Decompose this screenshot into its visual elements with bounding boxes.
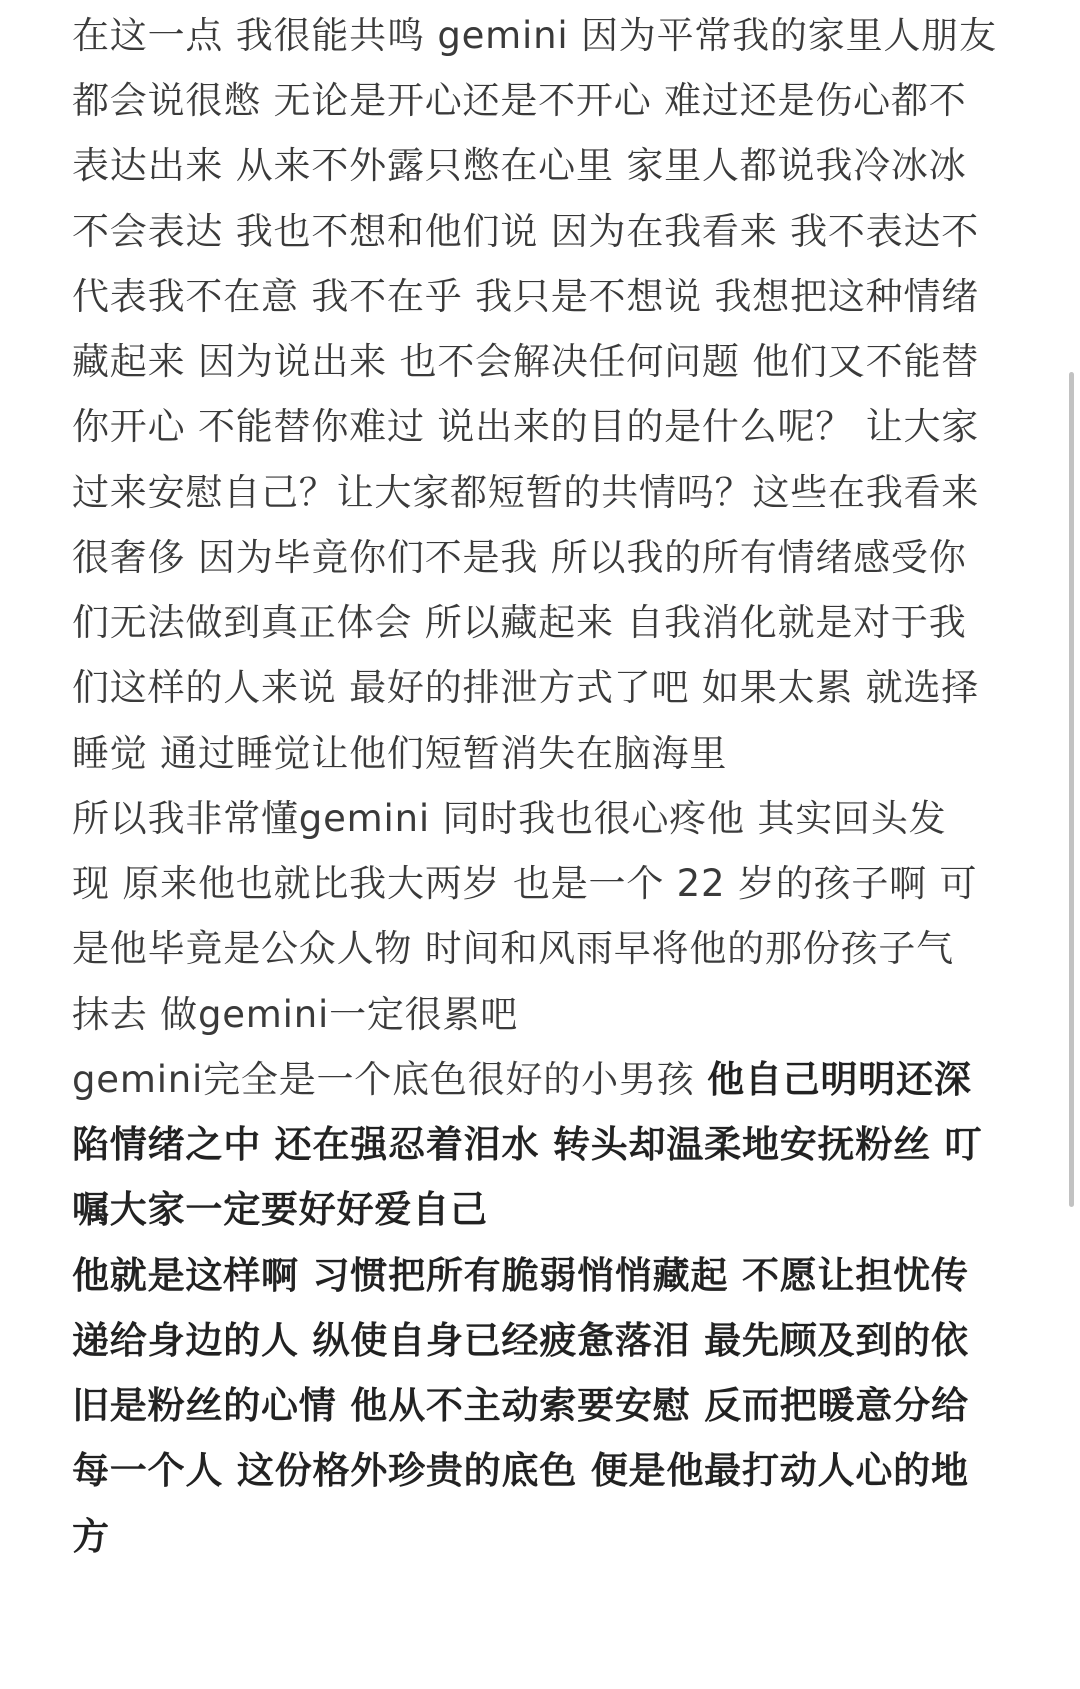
text-bold: 他自己明明还深 (707, 1058, 972, 1101)
text-line: 都会说很憋 无论是开心还是不开心 难过还是伤心都不 (72, 79, 967, 122)
text-line: 睡觉 通过睡觉让他们短暂消失在脑海里 (72, 732, 728, 775)
text-line: 表达出来 从来不外露只憋在心里 家里人都说我冷冰冰 (72, 144, 967, 187)
text-line: 们无法做到真正体会 所以藏起来 自我消化就是对于我 (72, 601, 967, 644)
text-line (72, 1044, 972, 1115)
text-line: 你开心 不能替你难过 说出来的目的是什么呢？ 让大家 (72, 405, 980, 448)
text-line: 是他毕竟是公众人物 时间和风雨早将他的那份孩子气 (72, 927, 954, 970)
text-line-bold: 陷情绪之中 还在强忍着泪水 转头却温柔地安抚粉丝 叮 (72, 1123, 983, 1166)
text-line: 很奢侈 因为毕竟你们不是我 所以我的所有情绪感受你 (72, 536, 967, 579)
text-line-bold: 递给身边的人 纵使自身已经疲惫落泪 最先顾及到的依 (72, 1319, 969, 1362)
text-line: 不会表达 我也不想和他们说 因为在我看来 我不表达不 (72, 210, 980, 253)
article-text (72, 0, 1007, 1689)
text-line-bold: 他就是这样啊 习惯把所有脆弱悄悄藏起 不愿让担忧传 (72, 1254, 969, 1297)
text-line-bold: 方 (72, 1515, 110, 1558)
text-normal: gemini完全是一个底色很好的小男孩 (72, 1058, 695, 1101)
text-line: 代表我不在意 我不在乎 我只是不想说 我想把这种情绪 (72, 275, 980, 318)
text-line: 藏起来 因为说出来 也不会解决任何问题 他们又不能替 (72, 340, 980, 383)
text-line: 过来安慰自己？让大家都短暂的共情吗？这些在我看来 (72, 471, 980, 514)
text-line: 抹去 做gemini一定很累吧 (72, 993, 519, 1036)
text-line: 现 原来他也就比我大两岁 也是一个 22 岁的孩子啊 可 (72, 862, 978, 905)
text-line-bold: 每一个人 这份格外珍贵的底色 便是他最打动人心的地 (72, 1449, 969, 1492)
scrollbar[interactable] (1069, 372, 1074, 1207)
text-line-bold: 旧是粉丝的心情 他从不主动索要安慰 反而把暖意分给 (72, 1384, 969, 1427)
text-line: 所以我非常懂gemini 同时我也很心疼他 其实回头发 (72, 797, 947, 840)
text-line-bold: 嘱大家一定要好好爱自己 (72, 1188, 488, 1231)
text-line: 在这一点 我很能共鸣 gemini 因为平常我的家里人朋友 (72, 14, 997, 57)
text-line: 们这样的人来说 最好的排泄方式了吧 如果太累 就选择 (72, 666, 980, 709)
